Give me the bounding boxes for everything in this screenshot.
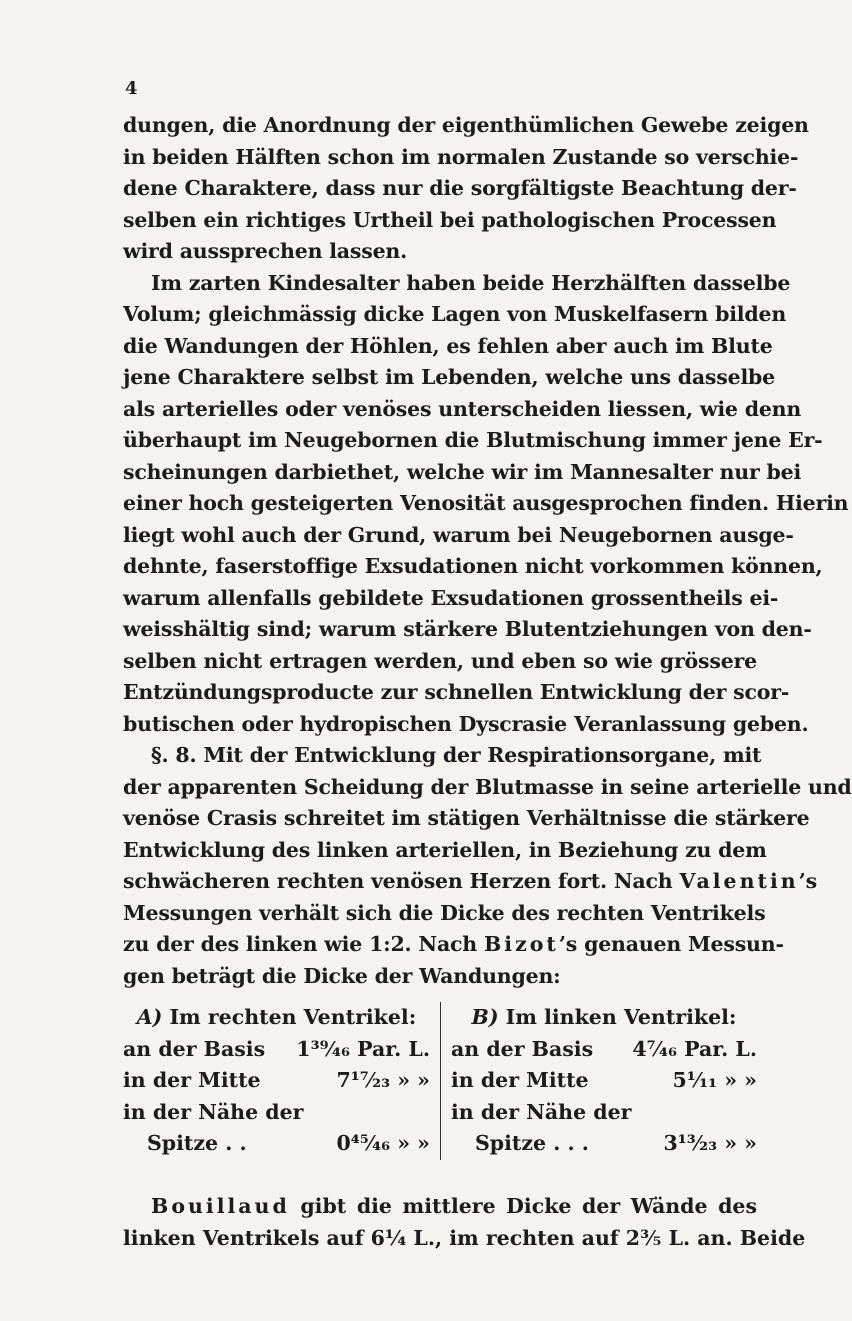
text-line: dene Charaktere, dass nur die sorgfältigste Beachtung der-	[123, 176, 797, 200]
text-line: dehnte, faserstoffige Exsudationen nicht vorkommen können,	[123, 554, 823, 578]
column-heading	[451, 1002, 757, 1034]
text-fragment: gibt die mittlere Dicke der Wände des	[289, 1194, 757, 1218]
row-unit: Par. L.	[357, 1036, 430, 1061]
row-label: in der Mitte	[123, 1068, 261, 1092]
text-fragment: Nach	[613, 869, 680, 893]
body-text	[123, 110, 852, 992]
table-row	[123, 1097, 430, 1129]
text-line: der apparenten Scheidung der Blutmasse in seine arterielle und	[123, 774, 852, 799]
table-row	[123, 1065, 430, 1097]
row-unit: » »	[724, 1131, 757, 1155]
text-line	[123, 929, 784, 961]
text-line	[123, 866, 817, 898]
row-value: 1³⁹⁄₄₆	[296, 1036, 350, 1061]
row-label: in der Nähe der	[123, 1099, 304, 1124]
text-line: selben nicht ertragen werden, und eben so wie grössere	[123, 648, 757, 673]
column-title: Im linken Ventrikel:	[505, 1005, 737, 1029]
table-row	[451, 1097, 757, 1129]
text-line: einer hoch gesteigerten Venosität ausgesprochen finden. Hierin	[123, 491, 849, 515]
row-unit: » »	[724, 1068, 757, 1092]
text-fragment: ’s genauen Messun-	[558, 932, 784, 956]
text-line: Entwicklung des linken arteriellen, in Beziehung zu dem	[123, 837, 767, 862]
text-line: Im zarten Kindesalter haben beide Herzhälften dasselbe	[151, 270, 791, 295]
text-fragment: ’s	[798, 869, 817, 893]
column-heading	[123, 1002, 430, 1034]
text-line: weisshältig sind; warum stärkere Blutentziehungen von den-	[123, 617, 812, 641]
table-row	[451, 1065, 757, 1097]
text-line: Entzündungsproducte zur schnellen Entwicklung der scor-	[123, 680, 790, 704]
column-title: Im rechten Ventrikel:	[169, 1005, 417, 1029]
text-line: §. 8. Mit der Entwicklung der Respirationsorgane, mit	[151, 743, 762, 767]
row-unit: Par. L.	[684, 1036, 757, 1061]
text-line: überhaupt im Neugebornen die Blutmischung immer jene Er-	[123, 428, 823, 452]
page-number: 4	[125, 78, 138, 99]
row-label: Spitze . . .	[475, 1131, 589, 1155]
text-line: linken Ventrikels auf 6¹⁄₄ L., im rechten auf 2³⁄₅ L. an. Beide	[123, 1225, 806, 1250]
table-row	[451, 1034, 757, 1066]
text-line: venöse Crasis schreitet im stätigen Verhältnisse die stärkere	[123, 806, 810, 830]
author-name: Bizot	[483, 932, 559, 956]
text-line: scheinungen darbiethet, welche wir im Mannesalter nur bei	[123, 459, 802, 484]
closing-text	[123, 1191, 806, 1254]
row-value: 0⁴⁵⁄₄₆	[336, 1131, 391, 1155]
row-label: in der Mitte	[451, 1068, 589, 1092]
author-name: Bouillaud	[151, 1194, 290, 1218]
text-line: butischen oder hydropischen Dyscrasie Veranlassung geben.	[123, 711, 809, 736]
row-value: 5¹⁄₁₁	[672, 1068, 718, 1092]
text-fragment: zu der des linken wie 1:2. Nach	[123, 932, 484, 956]
table-row	[123, 1128, 430, 1160]
column-left-ventricle	[440, 1002, 757, 1160]
row-value: 4⁷⁄₄₆	[632, 1036, 677, 1061]
column-right-ventricle	[123, 1002, 440, 1160]
column-label: A)	[136, 1005, 163, 1029]
text-line	[123, 1191, 757, 1223]
text-line: wird aussprechen lassen.	[123, 239, 408, 263]
row-label: an der Basis	[123, 1036, 266, 1061]
table-row	[123, 1034, 430, 1066]
measurement-table	[123, 1002, 757, 1160]
text-line: selben ein richtiges Urtheil bei pathologischen Processen	[123, 207, 777, 232]
text-line: gen beträgt die Dicke der Wandungen:	[123, 963, 561, 988]
author-name: Valentin	[679, 869, 799, 893]
row-label: Spitze . .	[147, 1131, 247, 1155]
text-line: jene Charaktere selbst im Lebenden, welche uns dasselbe	[123, 365, 776, 389]
text-line: die Wandungen der Höhlen, es fehlen aber auch im Blute	[123, 333, 773, 358]
table-row	[451, 1128, 757, 1160]
text-line: dungen, die Anordnung der eigenthümlichen Gewebe zeigen	[123, 113, 809, 137]
column-label: B)	[471, 1005, 499, 1029]
text-line: Volum; gleichmässig dicke Lagen von Muskelfasern bilden	[123, 302, 787, 326]
text-line: in beiden Hälften schon im normalen Zustande so verschie-	[123, 144, 799, 169]
text-line: liegt wohl auch der Grund, warum bei Neugebornen ausge-	[123, 522, 794, 547]
row-label: in der Nähe der	[451, 1099, 632, 1124]
row-unit: » »	[397, 1068, 430, 1092]
text-line: als arterielles oder venöses unterscheiden liessen, wie denn	[123, 396, 802, 421]
text-line: warum allenfalls gebildete Exsudationen grossentheils ei-	[123, 585, 779, 610]
row-value: 3¹³⁄₂₃	[663, 1131, 718, 1155]
text-fragment: schwächeren rechten venösen Herzen fort.	[123, 869, 607, 893]
text-line: Messungen verhält sich die Dicke des rechten Ventrikels	[123, 900, 766, 925]
row-value: 7¹⁷⁄₂₃	[336, 1068, 391, 1092]
row-unit: » »	[397, 1131, 430, 1155]
row-label: an der Basis	[451, 1036, 594, 1061]
